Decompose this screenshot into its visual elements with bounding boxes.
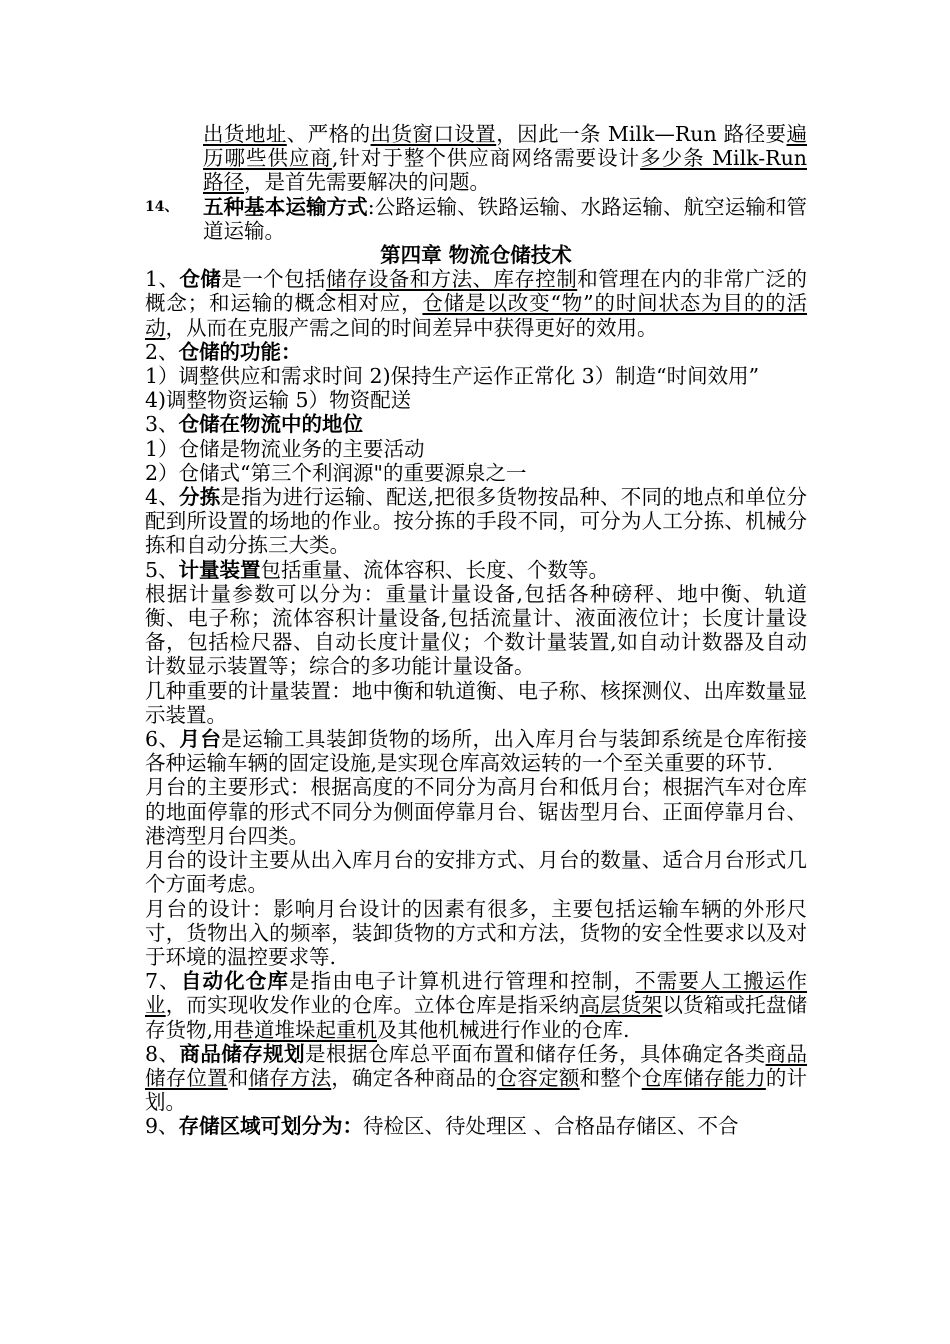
paragraph-milkrun: 出货地址、严格的出货窗口设置，因此一条 Milk—Run 路径要遍历哪些供应商,针对于整个供应商网络需要设计多少条 Milk-Run 路径，是首先需要解决的问题。 bbox=[203, 122, 807, 195]
chapter-heading: 第四章 物流仓储技术 bbox=[380, 243, 572, 268]
section-2-line-1: 1）调整供应和需求时间 2)保持生产运作正常化 3）制造“时间效用” bbox=[145, 364, 760, 389]
section-5-para-3: 几种重要的计量装置：地中衡和轨道衡、电子称、核探测仪、出库数量显示装置。 bbox=[145, 678, 807, 727]
section-3-line-2: 2）仓储式“第三个利润源"的重要源泉之一 bbox=[145, 460, 527, 485]
section-5: 5、计量装置包括重量、流体容积、长度、个数等。 bbox=[145, 557, 610, 582]
section-6-para-2: 月台的主要形式：根据高度的不同分为高月台和低月台；根据汽车对仓库的地面停靠的形式不同分为侧面停靠月台、锯齿型月台、正面停靠月台、港湾型月台四类。 bbox=[145, 775, 807, 848]
section-1: 1、仓储是一个包括储存设备和方法、库存控制和管理在内的非常广泛的概念；和运输的概念相对应，仓储是以改变“物”的时间状态为目的的活动，从而在克服产需之间的时间差异中获得更好的效用。 bbox=[145, 267, 808, 340]
section-2: 2、仓储的功能： bbox=[145, 339, 302, 364]
section-3-line-1: 1）仓储是物流业务的主要活动 bbox=[145, 436, 425, 461]
section-4: 4、分拣是指为进行运输、配送,把很多货物按品种、不同的地点和单位分配到所设置的场地的作业。按分拣的手段不同，可分为人工分拣、机械分拣和自动分拣三大类。 bbox=[145, 485, 808, 558]
section-6-para-3: 月台的设计主要从出入库月台的安排方式、月台的数量、适合月台形式几个方面考虑。 bbox=[145, 848, 807, 897]
section-2-line-2: 4)调整物资运输 5）物资配送 bbox=[145, 388, 412, 413]
section-5-para-2: 根据计量参数可以分为：重量计量设备,包括各种磅秤、地中衡、轨道衡、电子称；流体容积计量设备,包括流量计、液面液位计；长度计量设备，包括检尺器、自动长度计量仪；个数计量装置,如自动计数器及自动计数显示装置等；综合的多功能计量设备。 bbox=[145, 581, 807, 679]
item-14: 14、 五种基本运输方式:公路运输、铁路运输、水路运输、航空运输和管道运输。 bbox=[145, 194, 808, 243]
section-6: 6、月台是运输工具装卸货物的场所，出入库月台与装卸系统是仓库衔接各种运输车辆的固定设施,是实现仓库高效运转的一个至关重要的环节. bbox=[145, 727, 808, 776]
section-3: 3、仓储在物流中的地位 bbox=[145, 412, 364, 437]
item-14-number: 14、 bbox=[145, 198, 179, 215]
section-8: 8、商品储存规划是根据仓库总平面布置和储存任务，具体确定各类商品储存位置和储存方法，确定各种商品的仓容定额和整个仓库储存能力的计划。 bbox=[145, 1041, 808, 1115]
section-9: 9、存储区域可划分为：待检区、待处理区 、合格品存储区、不合 bbox=[145, 1114, 739, 1139]
section-6-para-4: 月台的设计：影响月台设计的因素有很多，主要包括运输车辆的外形尺寸，货物出入的频率，装卸货物的方式和方法，货物的安全性要求以及对于环境的温控要求等. bbox=[145, 896, 807, 969]
section-7: 7、自动化仓库是指由电子计算机进行管理和控制，不需要人工搬运作业，而实现收发作业的仓库。立体仓库是指采纳高层货架以货箱或托盘储存货物,用巷道堆垛起重机及其他机械进行作业的仓库. bbox=[145, 969, 808, 1042]
text-column bbox=[145, 122, 807, 1139]
